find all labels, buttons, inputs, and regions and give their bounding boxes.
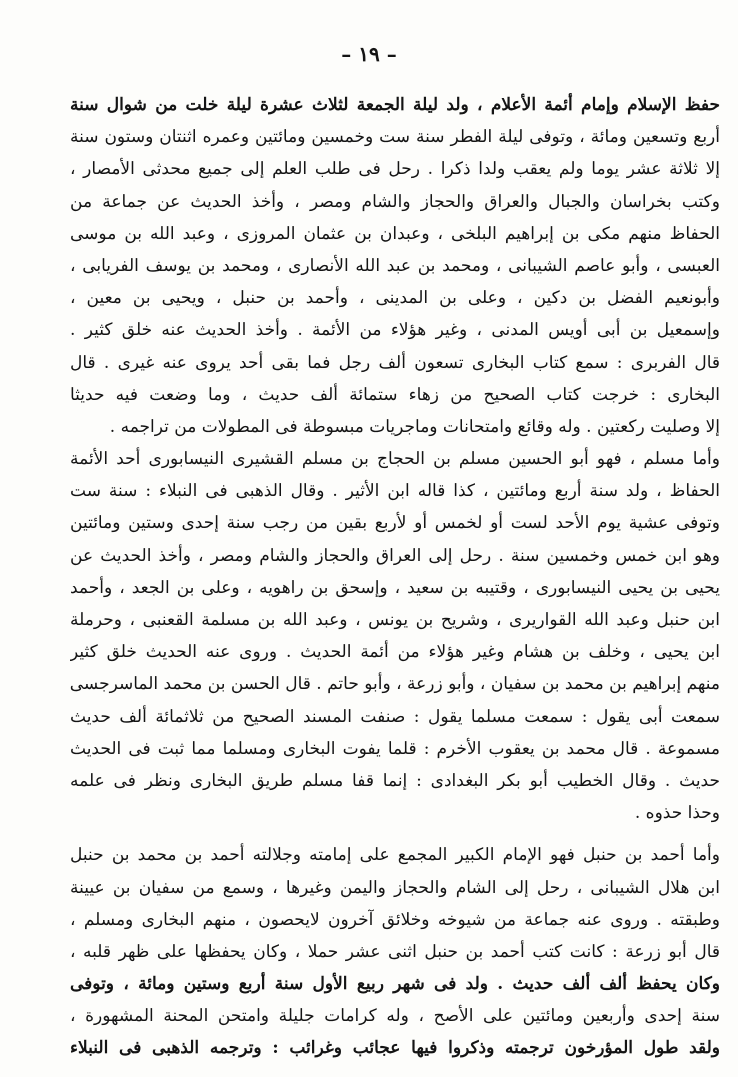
text-line: إلا وصليت ركعتين . وله وقائع وامتحانات وماجريات مبسوطة فى المطولات من تراجمه . — [109, 416, 720, 437]
text-line: حديث . وقال الخطيب أبو بكر البغدادى : إنما قفا مسلم طريق البخارى ونظر فى علمه — [70, 770, 720, 791]
text-line: البخارى : خرجت كتاب الصحيح من زهاء ستمائة ألف حديث ، وما وضعت فيه حديثا — [70, 384, 720, 405]
text-line: ابن حنبل وعبد الله القواريرى ، وشريح بن يونس ، وعبد الله بن مسلمة القعنبى ، وحرملة — [70, 610, 720, 630]
text-line: وحذا حذوه . — [634, 803, 720, 824]
text-line: ابن هلال الشيبانى ، رحل إلى الشام والحجاز واليمن وغيرها ، وسمع من سفيان بن عيينة — [70, 877, 720, 898]
text-line: قال الفربرى : سمع كتاب البخارى تسعون ألف رجل فما بقى أحد يروى عنه غيرى . قال — [70, 352, 720, 373]
text-line: منهم إبراهيم بن محمد بن سفيان ، وأبو زرعة ، وأبو حاتم . قال الحسن بن محمد الماسرجسى — [70, 674, 720, 695]
text-line: وأما أحمد بن حنبل فهو الإمام الكبير المجمع على إمامته وجلالته أحمد بن محمد بن حنبل — [70, 845, 720, 866]
paragraph-muslim — [70, 443, 720, 829]
text-line: الحفاظ ، ولد سنة أربع ومائتين ، كذا قاله ابن الأثير . وقال الذهبى فى النبلاء : سنة ست — [70, 481, 720, 502]
text-line: أربع وتسعين ومائة ، وتوفى ليلة الفطر سنة ست وخمسين ومائتين وعمره اثنتان وستون سنة — [70, 127, 720, 148]
paragraph-ahmad — [70, 839, 720, 1064]
text-body — [70, 89, 720, 1065]
text-line: حفظ الإسلام وإمام أئمة الأعلام ، ولد ليلة الجمعة لثلاث عشرة ليلة خلت من شوال سنة — [70, 95, 720, 115]
text-line: العبسى ، وأبو عاصم الشيبانى ، ومحمد بن عبد الله الأنصارى ، ومحمد بن يوسف الفريابى ، — [70, 255, 720, 276]
text-line: وأبونعيم الفضل بن دكين ، وعلى بن المدينى ، وأحمد بن حنبل ، ويحيى بن معين ، — [70, 288, 720, 309]
text-line: إلا ثلاثة عشر يوما ولم يعقب ولدا ذكرا . رحل فى طلب العلم إلى جميع محدثى الأمصار ، — [70, 159, 720, 180]
text-line: الحفاظ منهم مكى بن إبراهيم البلخى ، وعبدان بن عثمان المروزى ، وعبد الله بن موسى — [70, 223, 720, 244]
text-line: وكتب بخراسان والجبال والعراق والحجاز والشام ومصر ، وأخذ الحديث عن جماعة من — [70, 191, 720, 212]
text-line: ابن يحيى ، وخلف بن هشام وغير هؤلاء من أئمة الحديث . وروى عنه الحديث خلق كثير — [70, 642, 720, 663]
text-line: سمعت أبى يقول : سمعت مسلما يقول : صنفت المسند الصحيح من ثلاثمائة ألف حديث — [70, 706, 720, 727]
text-line: مسموعة . قال محمد بن يعقوب الأخرم : قلما يفوت البخارى ومسلما مما ثبت فى الحديث — [70, 738, 720, 759]
paragraph-bukhari — [70, 89, 720, 443]
text-line: وطبقته . وروى عنه جماعة من شيوخه وخلائق آخرون لايحصون ، منهم البخارى ومسلم ، — [70, 909, 720, 930]
page-number: – ١٩ – — [341, 42, 397, 66]
text-line: سنة إحدى وأربعين ومائتين على الأصح ، وله كرامات جليلة وامتحن المحنة المشهورة ، — [70, 1006, 720, 1027]
text-line: ولقد طول المؤرخون ترجمته وذكروا فيها عجائب وغرائب : وترجمه الذهبى فى النبلاء — [70, 1038, 720, 1059]
text-line: وتوفى عشية يوم الأحد لست أو لخمس أو لأربع بقين من رجب سنة إحدى وستين ومائتين — [70, 513, 720, 534]
text-line: يحيى بن يحيى النيسابورى ، وقتيبه بن سعيد ، وإسحق بن راهويه ، وعلى بن الجعد ، وأحمد — [70, 577, 720, 598]
text-line: وأما مسلم ، فهو أبو الحسين مسلم بن الحجاج بن مسلم القشيرى النيسابورى أحد الأئمة — [70, 449, 720, 470]
text-line: قال أبو زرعة : كانت كتب أحمد بن حنبل اثنى عشر حملا ، وكان يحفظها على ظهر قلبه ، — [70, 941, 720, 962]
text-line: وهو ابن خمس وخمسين سنة . رحل إلى العراق والحجاز والشام ومصر ، وأخذ الحديث عن — [70, 545, 720, 566]
paragraph-gap — [70, 829, 720, 839]
text-line: وإسمعيل بن أبى أويس المدنى ، وغير هؤلاء من الأئمة . وأخذ الحديث عنه خلق كثير . — [70, 320, 720, 341]
text-line: وكان يحفظ ألف ألف حديث . ولد فى شهر ربيع الأول سنة أربع وستين ومائة ، وتوفى — [70, 974, 720, 995]
